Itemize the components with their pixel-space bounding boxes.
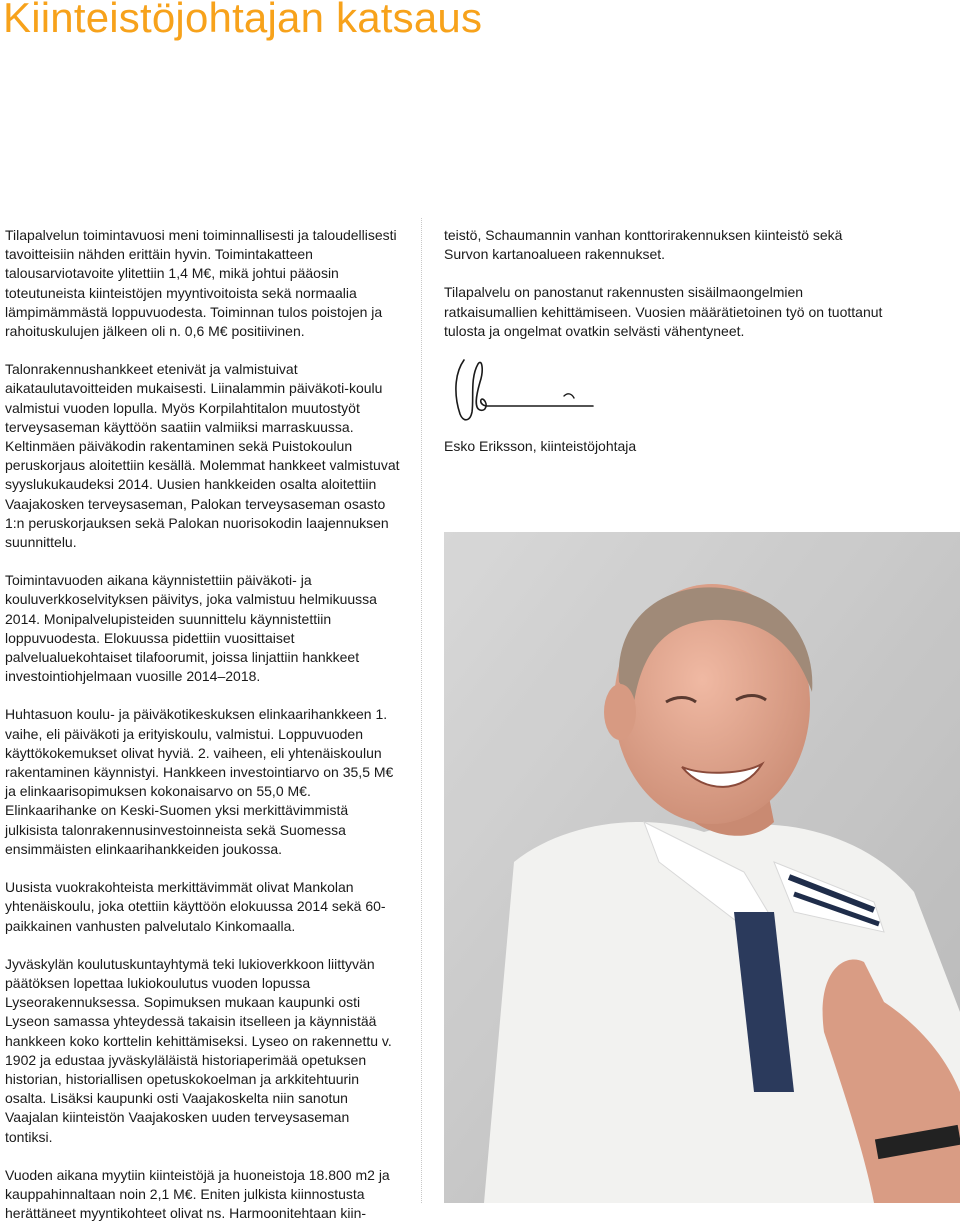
page-title: Kiinteistöjohtajan katsaus xyxy=(3,0,483,41)
right-column xyxy=(444,226,884,341)
paragraph-lyseo: Jyväskylän koulutuskuntayhtymä teki lukioverkkoon liittyvän päätöksen lopettaa lukiokoulutus vuoden lopussa Lyseorakennuksessa. Sopimuksen mukaan kaupunki osti Lyseon samassa yhteydessä takaisin itselleen ja käynnistää hankkeen koko korttelin kehittämiseksi. Lyseo on rakennettu v. 1902 ja edustaa jyväskyläläistä historiaperimää opetuksen historian, historiallisen opetuskokoelman ja arkkitehtuurin osalta. Lisäksi kaupunki osti Vaajakoskelta niin sanotun Vaajalan kiinteistön Vaajakosken uuden terveysaseman tontiksi. xyxy=(5,955,392,1145)
portrait-photo xyxy=(444,532,960,1203)
photo-caption: Esko Eriksson, kiinteistöjohtaja xyxy=(444,438,637,454)
signature-image xyxy=(448,352,598,432)
paragraph-network-review: Toimintavuoden aikana käynnistettiin päiväkoti- ja kouluverkkoselvityksen päivitys, joka valmistuu helmikuussa 2014. Monipalvelupisteiden suunnittelu käynnistettiin loppuvuodesta. Elokuussa pidettiin vuosittaiset palvelualuekohtaiset tilafoorumit, joissa linjattiin hankkeet investointiohjelmaan vuosille 2014–2018. xyxy=(5,572,377,685)
paragraph-building-projects: Talonrakennushankkeet etenivät ja valmistuivat aikataulutavoitteiden mukaisesti. Liinalammin päiväkoti-koulu valmistui vuoden lopulla. Myös Korpilahtitalon muutostyöt terveysaseman käyttöön saatiin valmiiksi marraskuussa. Keltinmäen päiväkodin rakentaminen sekä Puistokoulun peruskorjaus aloitettiin kesällä. Molemmat hankkeet valmistuvat syyslukukaudeksi 2014. Uusien hankkeiden osalta aloitettiin Vaajakosken terveysaseman, Palokan terveysaseman osasto 1:n peruskorjauksen sekä Palokan nuorisokodin laajennuksen suunnittelu. xyxy=(5,361,400,551)
paragraph-lifecycle-project: Huhtasuon koulu- ja päiväkotikeskuksen elinkaarihankkeen 1. vaihe, eli päiväkoti ja erityiskoulu, valmistui. Loppuvuoden käyttökokemukset olivat hyviä. 2. vaiheen, eli yhtenäiskoulun rakentaminen käynnistyi. Hankkeen investointiarvo on 35,5 M€ ja elinkaarisopimuksen kokonaisarvo on 55,0 M€. Elinkaarihanke on Keski-Suomen yksi merkittävimmistä julkisista talonrakennusinvestoinneista sekä Suomessa ensimmäisten elinkaarihankkeiden joukossa. xyxy=(5,706,394,857)
paragraph-property-sales: Vuoden aikana myytiin kiinteistöjä ja huoneistoja 18.800 m2 ja kauppahinnaltaan noin 2,1 M€. Eniten julkista kiinnostusta herättäneet myyntikohteet olivat ns. Harmoonitehtaan kiin- xyxy=(5,1166,390,1222)
paragraph-indoor-air: Tilapalvelu on panostanut rakennusten sisäilmaongelmien ratkaisumallien kehittämiseen. Vuosien määrätietoinen työ on tuottanut tulosta ja ongelmat ovatkin selvästi vähentyneet. xyxy=(444,284,883,339)
paragraph-property-sales-continued: teistö, Schaumannin vanhan konttorirakennuksen kiinteistö sekä Survon kartanoalueen rakennukset. xyxy=(444,227,843,263)
column-divider xyxy=(421,218,422,1203)
paragraph-rental-properties: Uusista vuokrakohteista merkittävimmät olivat Mankolan yhtenäiskoulu, joka otettiin käyttöön elokuussa 2014 sekä 60-paikkainen vanhusten palvelutalo Kinkomaalla. xyxy=(5,879,386,934)
left-column xyxy=(5,226,400,1223)
paragraph-financial-result: Tilapalvelun toimintavuosi meni toiminnallisesti ja taloudellisesti tavoitteisiin nähden erittäin hyvin. Toimintakatteen talousarviotavoite ylitettiin 1,4 M€, mikä johtui pääosin toteutuneista kiinteistöjen myyntivoitoista sekä normaalia lämpimämmästä loppuvuodesta. Toiminnan tulos poistojen ja rahoituskulujen jälkeen oli n. 0,6 M€ positiivinen. xyxy=(5,227,397,340)
